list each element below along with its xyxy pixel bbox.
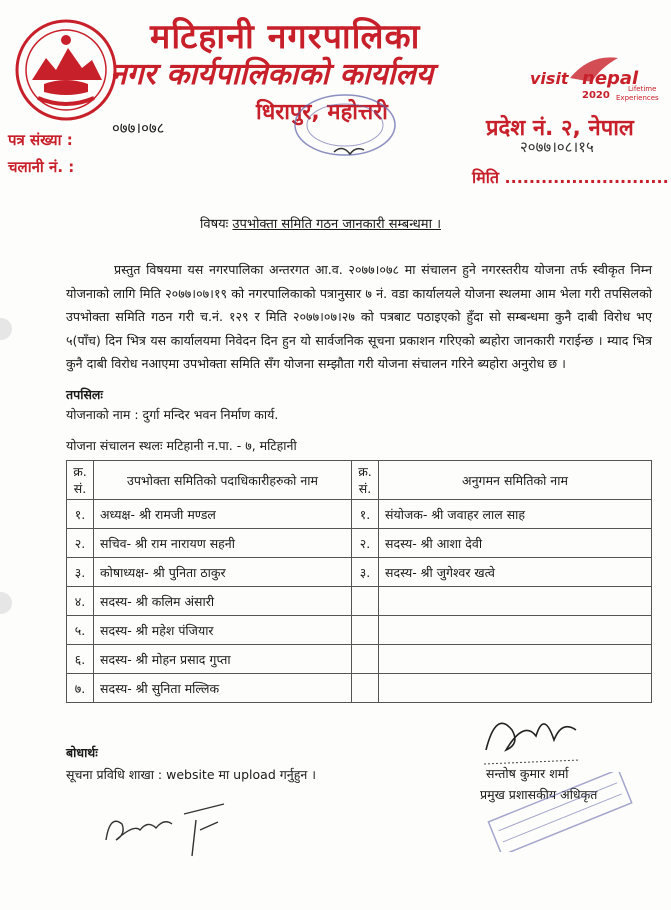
table-cell: सदस्य- श्री सुनिता मल्लिक [94,674,352,703]
office-stamp [290,90,400,160]
signer-title: प्रमुख प्रशासकीय अधिकृत [480,787,598,802]
table-row [67,529,652,558]
tapasil-heading: तपसिलः [66,387,103,402]
handwritten-signature [100,800,230,860]
table-cell [379,645,652,674]
table-row [67,558,652,587]
table-header: अनुगमन समितिको नाम [379,461,652,500]
office-location: धिरापुर, महोत्तरी [256,100,388,125]
miti-label: मिति ........................... [472,168,669,187]
table-cell: सदस्य- श्री कलिम अंसारी [94,587,352,616]
page-title: मटिहानी नगरपालिका [150,17,421,57]
table-cell: ६. [67,645,94,674]
visit-tag1: Lifetime [628,85,657,93]
subject-label: विषयः [200,217,229,232]
table-cell [352,645,379,674]
table-cell: ४. [67,587,94,616]
subject-line [200,214,441,232]
reference-number: ०७७।०७८ [112,119,165,137]
punch-hole [0,592,12,614]
nepal-emblem-icon [14,18,118,122]
letter-body-text: प्रस्तुत विषयमा यस नगरपालिका अन्तरगत आ.व. २०७७।०७८ मा संचालन हुने नगरस्तरीय योजना तर्फ स्वीकृत निम्न योजनाको लागि मिति २०७७।०७।१९ को नगरपालिकाको पत्रानुसार ७ नं. वडा कार्यालयले योजना स्थलमा आम भेला गरी तपसिलको उपभोक्ता समिति गठन गरी च.नं. १२९ र मिति २०७७।०७।२७ को पत्रबाट पठाइएको हुँदा सो सम्बन्धमा कुनै दाबी विरोध भए ५(पाँच) दिन भित्र यस कार्यालयमा निवेदन दिन हुन यो सार्वजनिक सूचना प्रकाशन गरिएको ब्यहोरा जानकारी गराईन्छ । म्याद भित्र कुनै दाबी विरोध नआएमा उपभोक्ता समिति सँग योजना सम्झौता गरी योजना संचालन गरिने ब्यहोरा अनुरोध छ । [66,262,652,371]
table-header: क्र. सं. [352,461,379,500]
table-cell: सदस्य- श्री जुगेश्वर खत्वे [379,558,652,587]
bodhartha-label: बोधार्थः [66,745,98,760]
punch-hole [0,318,12,340]
table-cell: कोषाध्यक्ष- श्री पुनिता ठाकुर [94,558,352,587]
table-cell: सदस्य- श्री मोहन प्रसाद गुप्ता [94,645,352,674]
table-cell: ७. [67,674,94,703]
patra-sankhya-label: पत्र संख्या : [8,131,73,149]
table-cell: १. [67,500,94,529]
table-cell [352,674,379,703]
table-cell [379,587,652,616]
visit-year: 2020 [582,90,610,101]
table-header: उपभोक्ता समितिको पदाधिकारीहरुको नाम [94,461,352,500]
committee-table [66,460,652,703]
table-row [67,500,652,529]
table-row [67,587,652,616]
chalani-label: चलानी नं. : [8,158,75,176]
subject-text: उपभोक्ता समिति गठन जानकारी सम्बन्धमा । [232,217,441,232]
table-cell: सदस्य- श्री आशा देवी [379,529,652,558]
table-cell [379,616,652,645]
table-cell [352,616,379,645]
table-cell: ३. [352,558,379,587]
table-cell: २. [67,529,94,558]
office-name: नगर कार्यपालिकाको कार्यालय [110,57,434,92]
table-cell: अध्यक्ष- श्री रामजी मण्डल [94,500,352,529]
table-cell: सदस्य- श्री महेश पंजियार [94,616,352,645]
letter-body [66,258,652,376]
table-cell [379,674,652,703]
table-cell: ३. [67,558,94,587]
province-label: प्रदेश नं. २, नेपाल [486,116,634,141]
project-location: योजना संचालन स्थलः मटिहानी न.पा. - ७, मटिहानी [66,438,297,453]
table-cell: ५. [67,616,94,645]
table-cell: सचिव- श्री राम नारायण सहनी [94,529,352,558]
table-header: क्र. सं. [67,461,94,500]
table-row [67,616,652,645]
table-header-row [67,461,652,500]
visit-brand: nepal [582,68,639,89]
officer-stamp [476,772,646,852]
letter-date: २०७७।०८।१५ [520,138,594,156]
project-name: योजनाको नाम : दुर्गा मन्दिर भवन निर्माण कार्य. [66,407,279,422]
table-row [67,645,652,674]
table-cell: संयोजक- श्री जवाहर लाल साह [379,500,652,529]
table-cell: १. [352,500,379,529]
visit-tag2: Experiences [616,94,659,102]
table-row [67,674,652,703]
visit-text: visit [530,69,569,88]
table-cell [352,587,379,616]
signer-name: सन्तोष कुमार शर्मा [486,766,569,781]
visit-nepal-logo [530,48,668,102]
bodhartha-line: सूचना प्रविधि शाखा : website मा upload गर्नुहुन । [66,767,316,782]
table-cell: २. [352,529,379,558]
officer-signature [476,700,586,770]
